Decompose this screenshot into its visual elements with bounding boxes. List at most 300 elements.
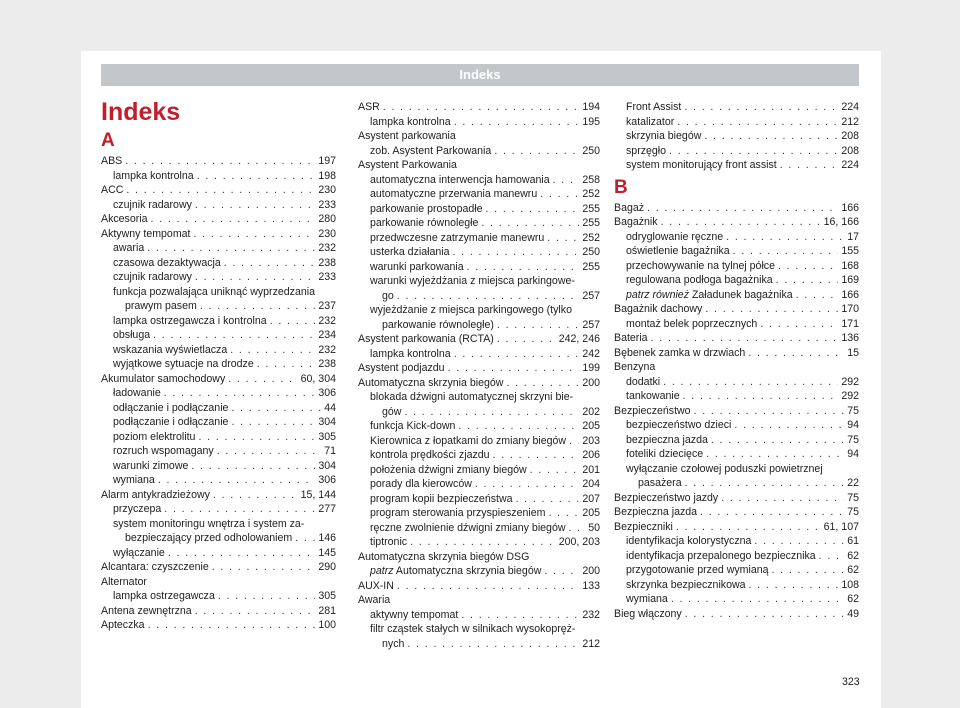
index-entry: [101, 546, 336, 561]
entry-page: 166: [841, 288, 859, 301]
entry-term: lampka kontrolna: [370, 115, 451, 128]
entry-term: Aktywny tempomat: [101, 227, 191, 240]
dot-leader: [647, 201, 838, 216]
entry-term: warunki parkowania: [370, 260, 464, 273]
index-entry: [358, 579, 600, 594]
entry-term: usterka działania: [370, 246, 450, 258]
entry-term: patrz również Załadunek bagażnika: [626, 288, 793, 301]
index-entry: [614, 129, 859, 144]
entry-page: 238: [318, 256, 336, 269]
index-entry: [614, 331, 859, 346]
entry-term: Bębenek zamka w drzwiach: [614, 346, 746, 359]
entry-term: Bezpieczeństwo jazdy: [614, 491, 719, 504]
entry-page: 224: [841, 101, 859, 113]
entry-term: Bezpieczeństwo: [614, 404, 691, 417]
dot-leader: [153, 328, 315, 343]
entry-term: ręczne zwolnienie dźwigni zmiany biegów: [370, 521, 566, 534]
entry-page: 194: [582, 101, 600, 113]
entry-term: czasowa dezaktywacja: [113, 256, 221, 269]
index-entry: [358, 361, 600, 376]
dot-leader: [733, 244, 839, 259]
dot-leader: [530, 463, 580, 478]
index-entry: [101, 270, 336, 285]
entry-page: 195: [582, 115, 600, 128]
index-entry: [614, 115, 859, 130]
entry-page: 212: [582, 637, 600, 650]
index-entry: [101, 372, 336, 387]
dot-leader: [461, 608, 579, 623]
index-entry: [614, 447, 859, 462]
index-entry: [614, 230, 859, 245]
entry-page: 200: [582, 376, 600, 389]
entry-term: przechowywanie na tylnej półce: [626, 259, 775, 272]
entry-see-also: patrz również: [626, 288, 689, 301]
index-entry: [614, 375, 859, 390]
entry-term: Bagażnik: [614, 216, 658, 228]
entry-term: sprzęgło: [626, 144, 667, 157]
index-entry: [614, 273, 859, 288]
index-entry: [358, 260, 600, 275]
entry-page: 238: [318, 358, 336, 370]
entry-page: 133: [582, 579, 600, 592]
index-column-3: [614, 100, 859, 621]
entry-page: 146: [318, 532, 336, 544]
entry-page: 306: [318, 474, 336, 486]
index-entry: [358, 434, 600, 449]
entry-page: 232: [318, 242, 336, 254]
entry-page: 108: [841, 578, 859, 591]
index-column-2: [358, 100, 600, 651]
dot-leader: [553, 173, 580, 188]
entry-page: 257: [582, 318, 600, 331]
index-entry: [101, 241, 336, 256]
dot-leader: [158, 473, 316, 488]
dot-leader: [569, 521, 586, 536]
entry-term: program kopii bezpieczeństwa: [370, 492, 513, 505]
dot-leader: [224, 256, 316, 271]
dot-leader: [772, 563, 845, 578]
dot-leader: [200, 299, 315, 314]
entry-page: 15, 144: [300, 488, 336, 501]
dot-leader: [683, 389, 839, 404]
dot-leader: [540, 187, 579, 202]
dot-leader: [726, 230, 844, 245]
dot-leader: [195, 198, 315, 213]
dot-leader: [704, 129, 838, 144]
entry-term: lampka kontrolna: [113, 169, 194, 182]
entry-term: przyczepa: [113, 503, 162, 515]
entry-page: 205: [582, 420, 600, 432]
entry-page: 197: [318, 155, 336, 167]
index-entry: [101, 328, 336, 343]
dot-leader: [270, 314, 316, 329]
index-entry: [358, 637, 600, 652]
dot-leader: [676, 520, 821, 535]
index-entry: [614, 100, 859, 115]
entry-term: poziom elektrolitu: [113, 430, 196, 443]
index-entry: [358, 144, 600, 159]
entry-term: rozruch wspomagany: [113, 445, 214, 457]
dot-leader: [700, 505, 844, 520]
entry-term: czujnik radarowy: [113, 198, 192, 211]
entry-term: identyfikacja kolorystyczna: [626, 535, 752, 547]
entry-page: 255: [582, 202, 600, 215]
dot-leader: [467, 260, 580, 275]
index-entry: [614, 389, 859, 404]
dot-leader: [147, 241, 315, 256]
entry-page: 224: [841, 159, 859, 171]
dot-leader: [685, 476, 845, 491]
entry-page: 212: [841, 115, 859, 128]
entry-term: wymiana: [113, 474, 155, 486]
entry-page: 100: [318, 619, 336, 631]
entry-page: 304: [318, 416, 336, 428]
entry-page: 255: [582, 260, 600, 273]
dot-leader: [195, 604, 316, 619]
index-entry: [101, 183, 336, 198]
index-entry: [614, 215, 859, 230]
dot-leader: [194, 227, 316, 242]
dot-leader: [212, 560, 316, 575]
dot-leader: [651, 331, 839, 346]
index-entry: [614, 259, 859, 274]
entry-page: 201: [582, 463, 600, 476]
entry-term: Akumulator samochodowy: [101, 372, 226, 385]
dot-leader: [198, 430, 315, 445]
entry-page: 169: [841, 274, 859, 286]
dot-leader: [404, 405, 579, 420]
index-entry: [614, 578, 859, 593]
entry-term: czujnik radarowy: [113, 271, 192, 283]
dot-leader: [506, 376, 579, 391]
dot-leader: [497, 332, 556, 347]
dot-leader: [397, 289, 580, 304]
index-entry: [101, 488, 336, 503]
index-entry: [358, 347, 600, 362]
entry-page: 205: [582, 507, 600, 519]
entry-page: 237: [318, 300, 336, 312]
dot-leader: [295, 531, 315, 546]
entry-page: 242, 246: [558, 333, 600, 345]
dot-leader: [257, 357, 316, 372]
index-entry: [101, 314, 336, 329]
dot-leader: [677, 115, 838, 130]
entry-page: 206: [582, 449, 600, 461]
entry-term: odłączanie i podłączanie: [113, 401, 229, 414]
entry-page: 75: [847, 404, 859, 417]
index-entry: [614, 201, 859, 216]
entry-term: skrzynia biegów: [626, 130, 702, 142]
entry-term: Antena zewnętrzna: [101, 604, 192, 617]
dot-leader: [706, 447, 844, 462]
entry-page: 292: [841, 375, 859, 388]
entry-page: 61: [847, 535, 859, 547]
index-entry: [101, 430, 336, 445]
entry-page: 71: [324, 445, 336, 457]
index-entry: [614, 520, 859, 535]
entry-page: 232: [318, 343, 336, 356]
entry-page: 171: [841, 317, 859, 330]
index-entry: [358, 376, 600, 391]
index-entry: [358, 477, 600, 492]
index-entry: [101, 169, 336, 184]
dot-leader: [819, 549, 845, 564]
entry-term: AUX-IN: [358, 579, 394, 592]
entry-term: parkowanie równoległe: [370, 217, 479, 229]
dot-leader: [694, 404, 845, 419]
dot-leader: [760, 317, 838, 332]
entry-term: tiptronic: [370, 536, 408, 548]
index-entry: [358, 216, 600, 231]
dot-leader: [671, 592, 844, 607]
entry-page: 258: [582, 173, 600, 186]
dot-leader: [195, 270, 315, 285]
entry-term: lampka ostrzegawcza i kontrolna: [113, 314, 267, 327]
index-entry: [101, 343, 336, 358]
index-entry: [101, 256, 336, 271]
entry-page: 145: [318, 546, 336, 559]
index-entry: [614, 302, 859, 317]
entry-term: Alcantara: czyszczenie: [101, 561, 209, 573]
entry-term: go: [382, 289, 394, 302]
entry-page: 252: [582, 188, 600, 200]
entry-page: 168: [841, 259, 859, 272]
dot-leader: [218, 589, 315, 604]
index-entry: [614, 534, 859, 549]
dot-leader: [397, 579, 579, 594]
index-entry: [101, 299, 336, 314]
index-entry: [101, 502, 336, 517]
index-entry: [614, 549, 859, 564]
index-entry: [358, 245, 600, 260]
entry-term: podłączanie i odłączanie: [113, 416, 229, 428]
entry-page: 49: [847, 607, 859, 620]
dot-leader: [516, 492, 580, 507]
entry-term: aktywny tempomat: [370, 608, 459, 621]
index-entry: [614, 433, 859, 448]
entry-term: tankowanie: [626, 390, 680, 402]
entry-term: ABS: [101, 155, 123, 167]
index-entry: filtr cząstek stałych w silnikach wysokopręż-: [370, 623, 576, 635]
entry-term: program sterowania przyspieszeniem: [370, 507, 546, 519]
entry-page: 250: [582, 144, 600, 157]
entry-page: 230: [318, 227, 336, 240]
entry-term: Bezpieczna jazda: [614, 506, 698, 518]
dot-leader: [151, 212, 316, 227]
dot-leader: [217, 444, 322, 459]
entry-page: 234: [318, 329, 336, 341]
dot-leader: [776, 273, 839, 288]
dot-leader: [497, 318, 579, 333]
index-entry: [101, 560, 336, 575]
entry-page: 75: [847, 506, 859, 518]
entry-term: identyfikacja przepalonego bezpiecznika: [626, 549, 816, 562]
dot-leader: [544, 564, 579, 579]
dot-leader: [126, 183, 315, 198]
entry-page: 230: [318, 184, 336, 196]
index-entry: [101, 459, 336, 474]
dot-leader: [684, 100, 838, 115]
index-entry: [358, 506, 600, 521]
entry-term: ładowanie: [113, 387, 161, 399]
entry-page: 202: [582, 405, 600, 418]
page-number: 323: [842, 676, 860, 688]
index-entry: wyjeżdżanie z miejsca parkingowego (tylko: [370, 304, 572, 316]
index-entry: [358, 564, 600, 579]
entry-page: 208: [841, 130, 859, 142]
entry-page: 170: [841, 303, 859, 315]
entry-term: montaż belek poprzecznych: [626, 317, 758, 330]
entry-term: Front Assist: [626, 101, 682, 113]
index-entry: [101, 401, 336, 416]
entry-page: 94: [847, 419, 859, 431]
entry-term: bezpieczna jazda: [626, 433, 708, 446]
entry-page: 166: [841, 201, 859, 214]
entry-page: 306: [318, 387, 336, 399]
entry-term: obsługa: [113, 329, 151, 341]
entry-term: Alarm antykradzieżowy: [101, 488, 210, 501]
dot-leader: [685, 607, 844, 622]
dot-leader: [148, 618, 316, 633]
entry-page: 257: [582, 289, 600, 302]
entry-term: Bezpieczniki: [614, 520, 673, 533]
dot-leader: [754, 534, 844, 549]
index-entry: [101, 444, 336, 459]
dot-leader: [228, 372, 297, 387]
index-entry: [101, 604, 336, 619]
index-entry: warunki wyjeżdżania z miejsca parkingowe-: [370, 275, 575, 287]
index-entry: [614, 491, 859, 506]
entry-page: 203: [582, 434, 600, 447]
entry-page: 60, 304: [300, 372, 336, 385]
index-entry: [614, 158, 859, 173]
entry-page: 75: [847, 433, 859, 446]
index-entry: [101, 618, 336, 633]
entry-term: ACC: [101, 184, 124, 196]
index-entry: funkcja pozwalająca uniknąć wyprzedzania: [113, 285, 315, 298]
letter-heading-a: A: [101, 130, 115, 151]
dot-leader: [230, 343, 315, 358]
entry-page: 292: [841, 390, 859, 402]
dot-leader: [197, 169, 316, 184]
index-entry: [358, 608, 600, 623]
entry-page: 255: [582, 217, 600, 229]
entry-page: 200, 203: [558, 536, 600, 548]
entry-term: nych: [382, 637, 405, 650]
index-entry: system monitoringu wnętrza i system za-: [113, 517, 305, 530]
dot-leader: [734, 418, 844, 433]
dot-leader: [711, 433, 844, 448]
entry-page: 22: [847, 477, 859, 489]
index-entry: [101, 154, 336, 169]
entry-page: 277: [318, 503, 336, 515]
dot-leader: [669, 144, 838, 159]
entry-term: system monitorujący front assist: [626, 159, 777, 171]
entry-page: 304: [318, 459, 336, 472]
index-entry: [358, 535, 600, 550]
dot-leader: [493, 448, 580, 463]
entry-page: 200: [582, 565, 600, 577]
entry-page: 155: [841, 245, 859, 257]
dot-leader: [454, 115, 580, 130]
entry-page: 305: [318, 590, 336, 602]
entry-page: 62: [847, 549, 859, 562]
entry-page: 233: [318, 271, 336, 283]
dot-leader: [547, 231, 579, 246]
index-entry: [358, 492, 600, 507]
entry-term: awaria: [113, 242, 145, 254]
entry-term: Asystent podjazdu: [358, 362, 445, 374]
dot-leader: [721, 491, 844, 506]
dot-leader: [778, 259, 838, 274]
entry-term: lampka kontrolna: [370, 347, 451, 360]
index-entry: [101, 473, 336, 488]
entry-term: ASR: [358, 101, 380, 113]
entry-term: oświetlenie bagażnika: [626, 245, 730, 257]
entry-term: Asystent parkowania (RCTA): [358, 333, 494, 345]
entry-page: 252: [582, 231, 600, 244]
index-entry: Benzyna: [614, 361, 656, 373]
entry-term: automatyczna interwencja hamowania: [370, 173, 550, 186]
entry-term: prawym pasem: [125, 300, 197, 312]
entry-term: przygotowanie przed wymianą: [626, 564, 769, 576]
index-entry: [358, 332, 600, 347]
dot-leader: [475, 477, 579, 492]
index-entry: [358, 202, 600, 217]
entry-term: parkowanie równoległe): [382, 318, 494, 331]
index-entry: [614, 505, 859, 520]
entry-page: 232: [318, 314, 336, 327]
entry-term: regulowana podłoga bagażnika: [626, 274, 773, 286]
index-entry: [101, 589, 336, 604]
index-entry: Awaria: [358, 594, 391, 606]
entry-term: gów: [382, 405, 402, 418]
entry-term: dodatki: [626, 375, 661, 388]
entry-page: 232: [582, 608, 600, 621]
dot-leader: [663, 375, 838, 390]
entry-term: pasażera: [638, 477, 682, 489]
entry-page: 233: [318, 198, 336, 211]
entry-term: przedwczesne zatrzymanie manewru: [370, 231, 545, 244]
dot-leader: [407, 637, 579, 652]
index-entry: [358, 289, 600, 304]
entry-term: kontrola prędkości zjazdu: [370, 449, 490, 461]
dot-leader: [191, 459, 315, 474]
entry-term: bezpieczeństwo dzieci: [626, 419, 732, 431]
dot-leader: [748, 346, 844, 361]
entry-page: 250: [582, 246, 600, 258]
dot-leader: [213, 488, 298, 503]
dot-leader: [661, 215, 821, 230]
entry-term: patrz Automatyczna skrzynia biegów: [370, 565, 542, 577]
index-entry: [358, 115, 600, 130]
index-column-1: [101, 128, 336, 633]
dot-leader: [164, 502, 315, 517]
dot-leader: [796, 288, 839, 303]
entry-page: 62: [847, 593, 859, 605]
index-entry: [101, 415, 336, 430]
index-entry: Alternator: [101, 575, 147, 588]
entry-term: Automatyczna skrzynia biegów: [358, 376, 504, 389]
entry-page: 290: [318, 561, 336, 573]
index-entry: [614, 346, 859, 361]
section-header: Indeks: [101, 64, 859, 86]
entry-term: lampka ostrzegawcza: [113, 590, 215, 602]
entry-page: 50: [588, 521, 600, 534]
entry-page: 199: [582, 362, 600, 374]
index-entry: [358, 521, 600, 536]
entry-page: 207: [582, 492, 600, 505]
